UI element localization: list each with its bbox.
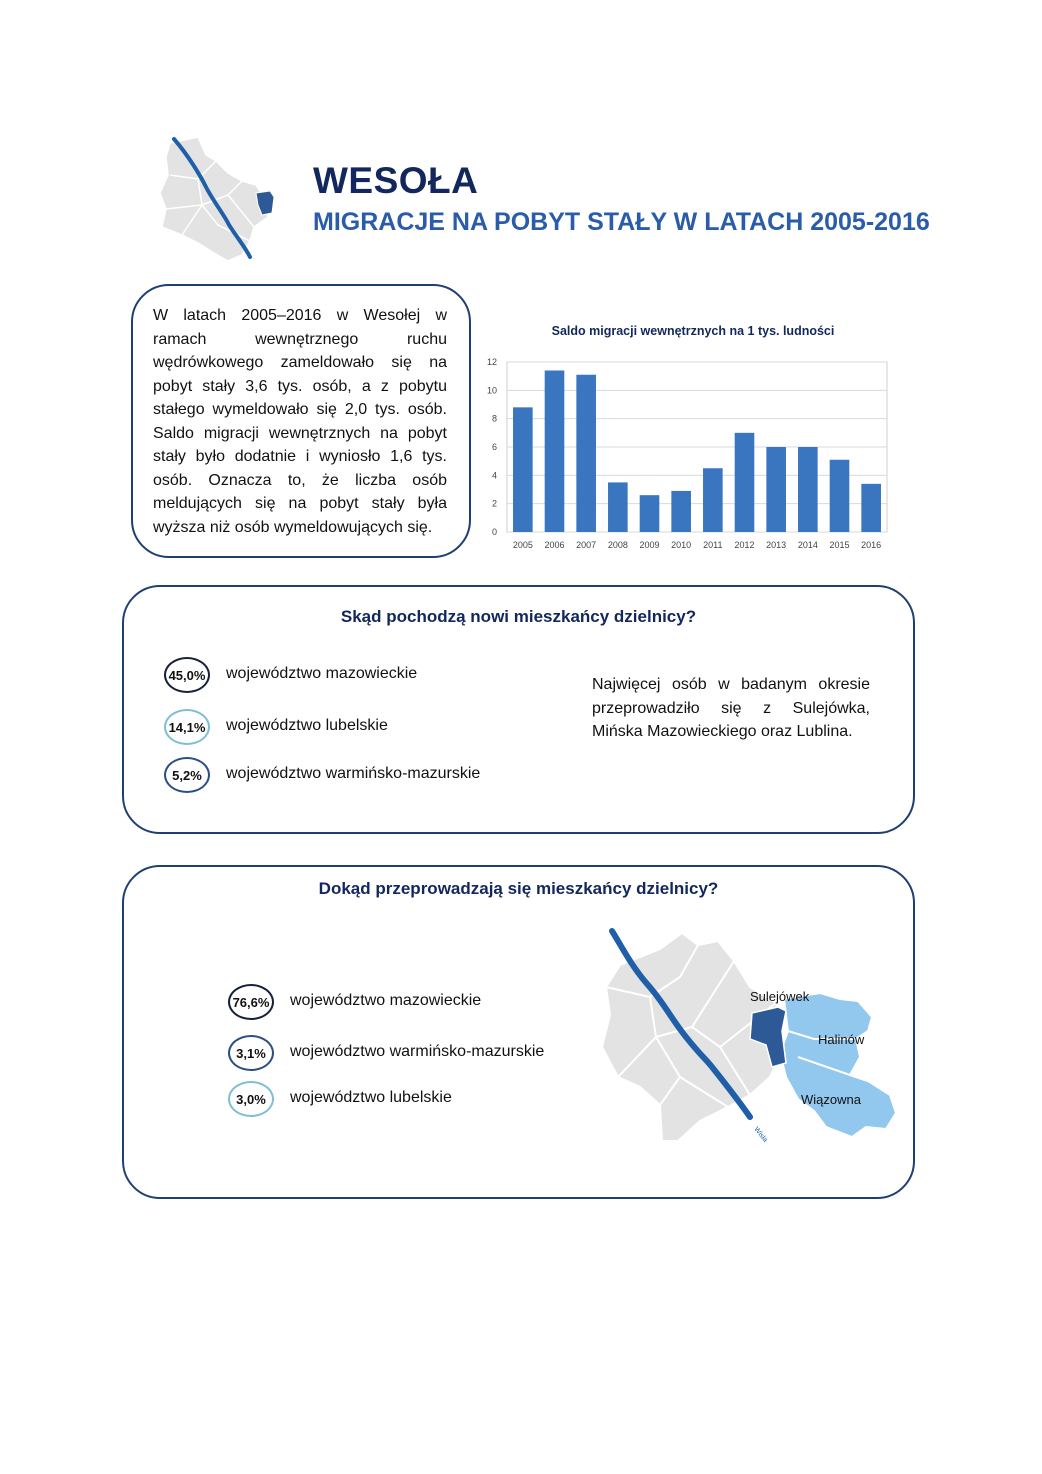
x-tick-label: 2013 [766, 540, 787, 550]
page-subtitle: MIGRACJE NA POBYT STAŁY W LATACH 2005-2016 [313, 208, 930, 236]
river-label: Wisła [752, 1125, 769, 1144]
region-label: województwo mazowieckie [226, 665, 418, 682]
sulejowek-label: Sulejówek [750, 989, 810, 1004]
sources-box [122, 585, 915, 834]
bar-2007 [576, 375, 596, 532]
bar-2008 [608, 482, 628, 532]
x-tick-label: 2014 [797, 540, 818, 550]
region-label: województwo lubelskie [290, 1089, 452, 1106]
region-label: województwo warmińsko-mazurskie [290, 1043, 545, 1060]
bar-2010 [671, 491, 691, 532]
x-tick-label: 2016 [861, 540, 882, 550]
halinow-wiazowna-area [780, 993, 896, 1137]
x-tick-label: 2008 [607, 540, 628, 550]
chart-y-ticks [487, 357, 497, 537]
chart-title: Saldo migracji wewnętrznych na 1 tys. ludności [551, 324, 835, 338]
destinations-box [122, 865, 915, 1199]
bar-2014 [798, 447, 818, 532]
y-tick-label: 12 [486, 357, 497, 367]
wiazowna-label: Wiązowna [801, 1092, 861, 1107]
x-tick-label: 2005 [512, 540, 533, 550]
intro-box [131, 284, 471, 558]
bar-2009 [640, 495, 660, 532]
x-tick-label: 2009 [639, 540, 660, 550]
x-tick-label: 2012 [734, 540, 755, 550]
bar-2011 [703, 468, 723, 532]
y-tick-label: 10 [486, 385, 497, 396]
sources-note: Najwięcej osób w badanym okresie przeprowadziło się z Sulejówka, Mińska Mazowieckiego oraz Lublina. [592, 676, 870, 740]
destinations-heading: Dokąd przeprowadzają się mieszkańcy dzielnicy? [318, 879, 719, 898]
bar-2016 [861, 484, 881, 532]
y-tick-label: 0 [491, 527, 497, 537]
region-label: województwo warmińsko-mazurskie [226, 765, 481, 782]
x-tick-label: 2006 [544, 540, 565, 550]
chart-bars [513, 371, 881, 533]
bar-2006 [545, 371, 565, 533]
percentage-badge: 45,0% [164, 657, 210, 693]
percentage-badge: 3,1% [228, 1035, 274, 1071]
percentage-badge: 76,6% [228, 984, 274, 1020]
destination-map [600, 927, 910, 1157]
percentage-badge: 14,1% [164, 709, 210, 745]
x-tick-label: 2015 [829, 540, 850, 550]
sources-heading: Skąd pochodzą nowi mieszkańcy dzielnicy? [340, 607, 697, 626]
warsaw-locator-map [158, 135, 278, 263]
y-tick-label: 4 [491, 470, 497, 481]
x-tick-label: 2010 [671, 540, 692, 550]
y-tick-label: 8 [491, 413, 497, 424]
percentage-badge: 3,0% [228, 1081, 274, 1117]
migration-balance-chart [478, 315, 898, 560]
x-tick-label: 2011 [703, 540, 723, 550]
chart-x-ticks [513, 540, 881, 550]
bar-2013 [766, 447, 786, 532]
x-tick-label: 2007 [576, 540, 597, 550]
percentage-badge: 5,2% [164, 757, 210, 793]
region-label: województwo mazowieckie [290, 992, 482, 1009]
page-title: WESOŁA [313, 160, 479, 201]
bar-2015 [830, 460, 850, 532]
y-tick-label: 2 [491, 498, 497, 509]
bar-2012 [735, 433, 755, 532]
bar-2005 [513, 407, 533, 532]
region-label: województwo lubelskie [226, 717, 388, 734]
y-tick-label: 6 [491, 442, 497, 452]
intro-paragraph: W latach 2005–2016 w Wesołej w ramach wewnętrznego ruchu wędrówkowego zameldowało się na pobyt stały 3,6 tys. osób, a z pobytu stałego wymeldowało się 2,0 tys. osób. Saldo migracji wewnętrznych na pobyt stały było dodatnie i wyniosło 1,6 tys. osób. Oznacza to, że liczba osób meldujących się na pobyt stały była wyższa niż osób wymeldowujących się. [153, 307, 447, 536]
halinow-label: Halinów [818, 1032, 865, 1047]
